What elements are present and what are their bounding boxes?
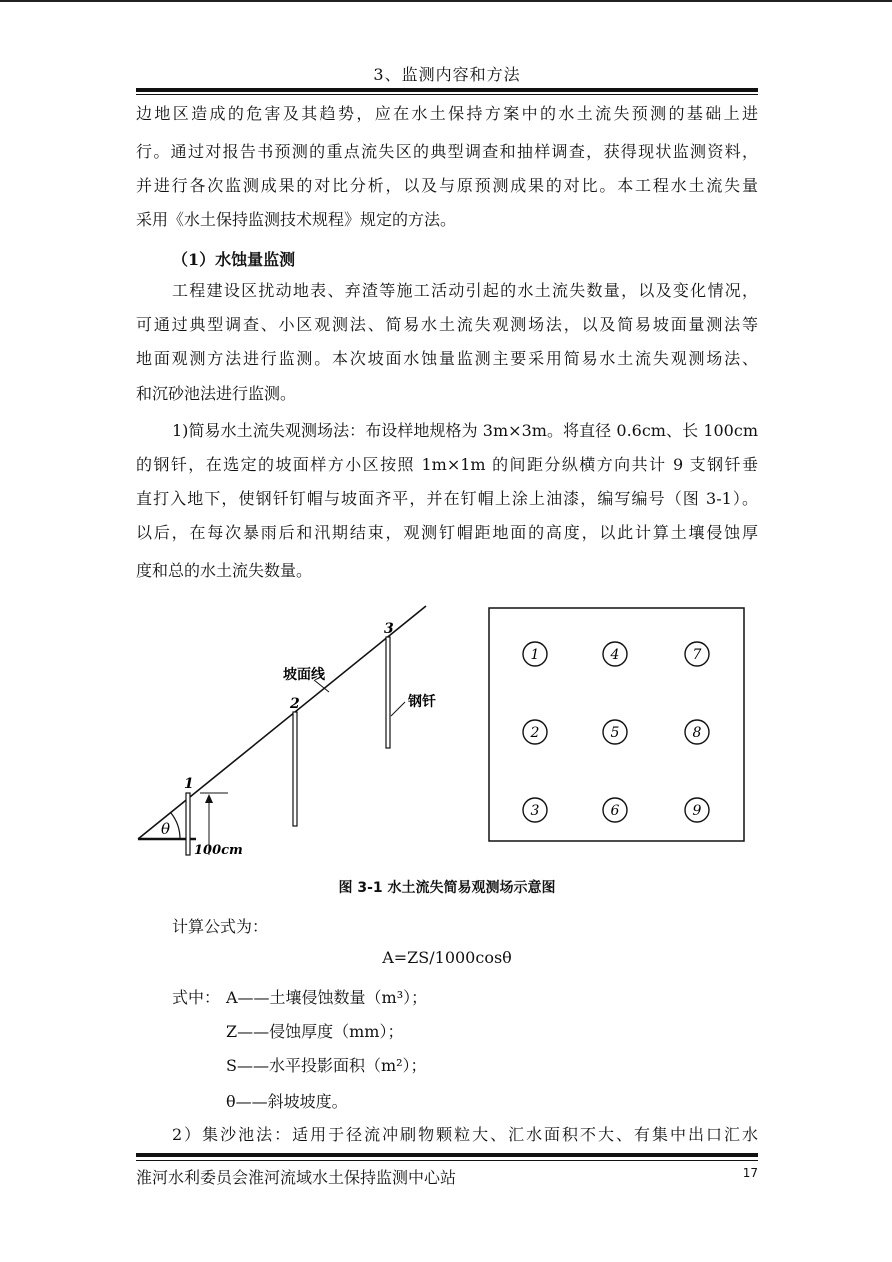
header-rule-thin <box>136 94 758 95</box>
slope-diagram <box>138 606 436 858</box>
figure-observation-field <box>136 600 758 862</box>
length-label: 100cm <box>194 843 243 858</box>
para4-line-1: 2）集沙池法：适用于径流冲刷物颗粒大、汇水面积不大、有集中出口汇水 <box>172 1125 758 1144</box>
rod-position-number: 8 <box>692 725 702 741</box>
definition-A: A——土壤侵蚀数量（m³）； <box>226 988 428 1007</box>
footer-rule-thin <box>136 1160 758 1161</box>
section-heading: （1）水蚀量监测 <box>172 250 296 269</box>
para2-line-1: 工程建设区扰动地表、弃渣等施工活动引起的水土流失数量，以及变化情况， <box>172 281 758 300</box>
footer-rule-thick <box>136 1153 758 1157</box>
intro-line-1: 边地区造成的危害及其趋势，应在水土保持方案中的水土流失预测的基础上进 <box>136 104 758 123</box>
rod-position-number: 5 <box>610 725 620 741</box>
steel-rod-2 <box>293 712 297 826</box>
plot-grid-diagram <box>489 608 744 841</box>
page-top-border <box>0 0 892 2</box>
rod-position-number: 9 <box>692 803 702 819</box>
steel-rod-3 <box>386 637 390 748</box>
footer-organization: 淮河水利委员会淮河流域水土保持监测中心站 <box>136 1168 457 1187</box>
rod-number-2: 2 <box>290 696 300 712</box>
chapter-header: 3、监测内容和方法 <box>373 65 521 84</box>
angle-label: θ <box>161 820 171 838</box>
slope-line <box>138 606 426 839</box>
rod-number-1: 1 <box>184 776 194 792</box>
para3-line-2: 的钢钎，在选定的坡面样方小区按照 1m×1m 的间距分纵横方向共计 9 支钢钎垂 <box>136 455 758 474</box>
slope-label: 坡面线 <box>283 667 325 683</box>
rod-position-number: 7 <box>692 647 702 663</box>
formula-intro: 计算公式为： <box>172 917 269 936</box>
para3-line-3: 直打入地下，使钢钎钉帽与坡面齐平，并在钉帽上涂上油漆，编写编号（图 3-1）。 <box>136 489 758 508</box>
para2-line-4: 和沉砂池法进行监测。 <box>136 384 297 403</box>
intro-line-4: 采用《水土保持监测技术规程》规定的方法。 <box>136 210 457 229</box>
rod-position-number: 1 <box>530 647 540 663</box>
para3-line-5: 度和总的水土流失数量。 <box>136 561 313 580</box>
angle-arc <box>171 813 180 839</box>
rod-position-number: 3 <box>530 803 540 819</box>
rod-label-leader <box>391 702 405 716</box>
para3-line-4: 以后，在每次暴雨后和汛期结束，观测钉帽距地面的高度，以此计算土壤侵蚀厚 <box>136 523 758 542</box>
rod-label: 钢钎 <box>408 694 436 710</box>
dimension-arrow <box>205 794 213 803</box>
definition-Z: Z——侵蚀厚度（mm）； <box>226 1022 404 1041</box>
rod-position-number: 2 <box>530 725 540 741</box>
definition-S: S——水平投影面积（m²）； <box>226 1056 427 1075</box>
rod-number-3: 3 <box>384 621 394 637</box>
intro-line-3: 并进行各次监测成果的对比分析，以及与原预测成果的对比。本工程水土流失量 <box>136 176 758 195</box>
para2-line-3: 地面观测方法进行监测。本次坡面水蚀量监测主要采用简易水土流失观测场法、 <box>136 349 758 368</box>
formula: A=ZS/1000cosθ <box>382 948 512 967</box>
definitions-lead: 式中： <box>172 988 221 1007</box>
intro-line-2: 行。通过对报告书预测的重点流失区的典型调查和抽样调查，获得现状监测资料， <box>136 142 758 161</box>
rod-position-number: 4 <box>610 647 620 663</box>
steel-rod-1 <box>186 793 190 855</box>
para3-line-1: 1)简易水土流失观测场法：布设样地规格为 3m×3m。将直径 0.6cm、长 100cm <box>172 421 758 440</box>
rod-position-number: 6 <box>610 803 620 819</box>
definition-theta: θ——斜坡坡度。 <box>226 1092 348 1111</box>
page-number: 17 <box>742 1166 758 1180</box>
header-rule-thick <box>136 88 758 92</box>
para2-line-2: 可通过典型调查、小区观测法、简易水土流失观测场法，以及简易坡面量测法等 <box>136 315 758 334</box>
figure-caption: 图 3-1 水土流失简易观测场示意图 <box>338 880 556 896</box>
